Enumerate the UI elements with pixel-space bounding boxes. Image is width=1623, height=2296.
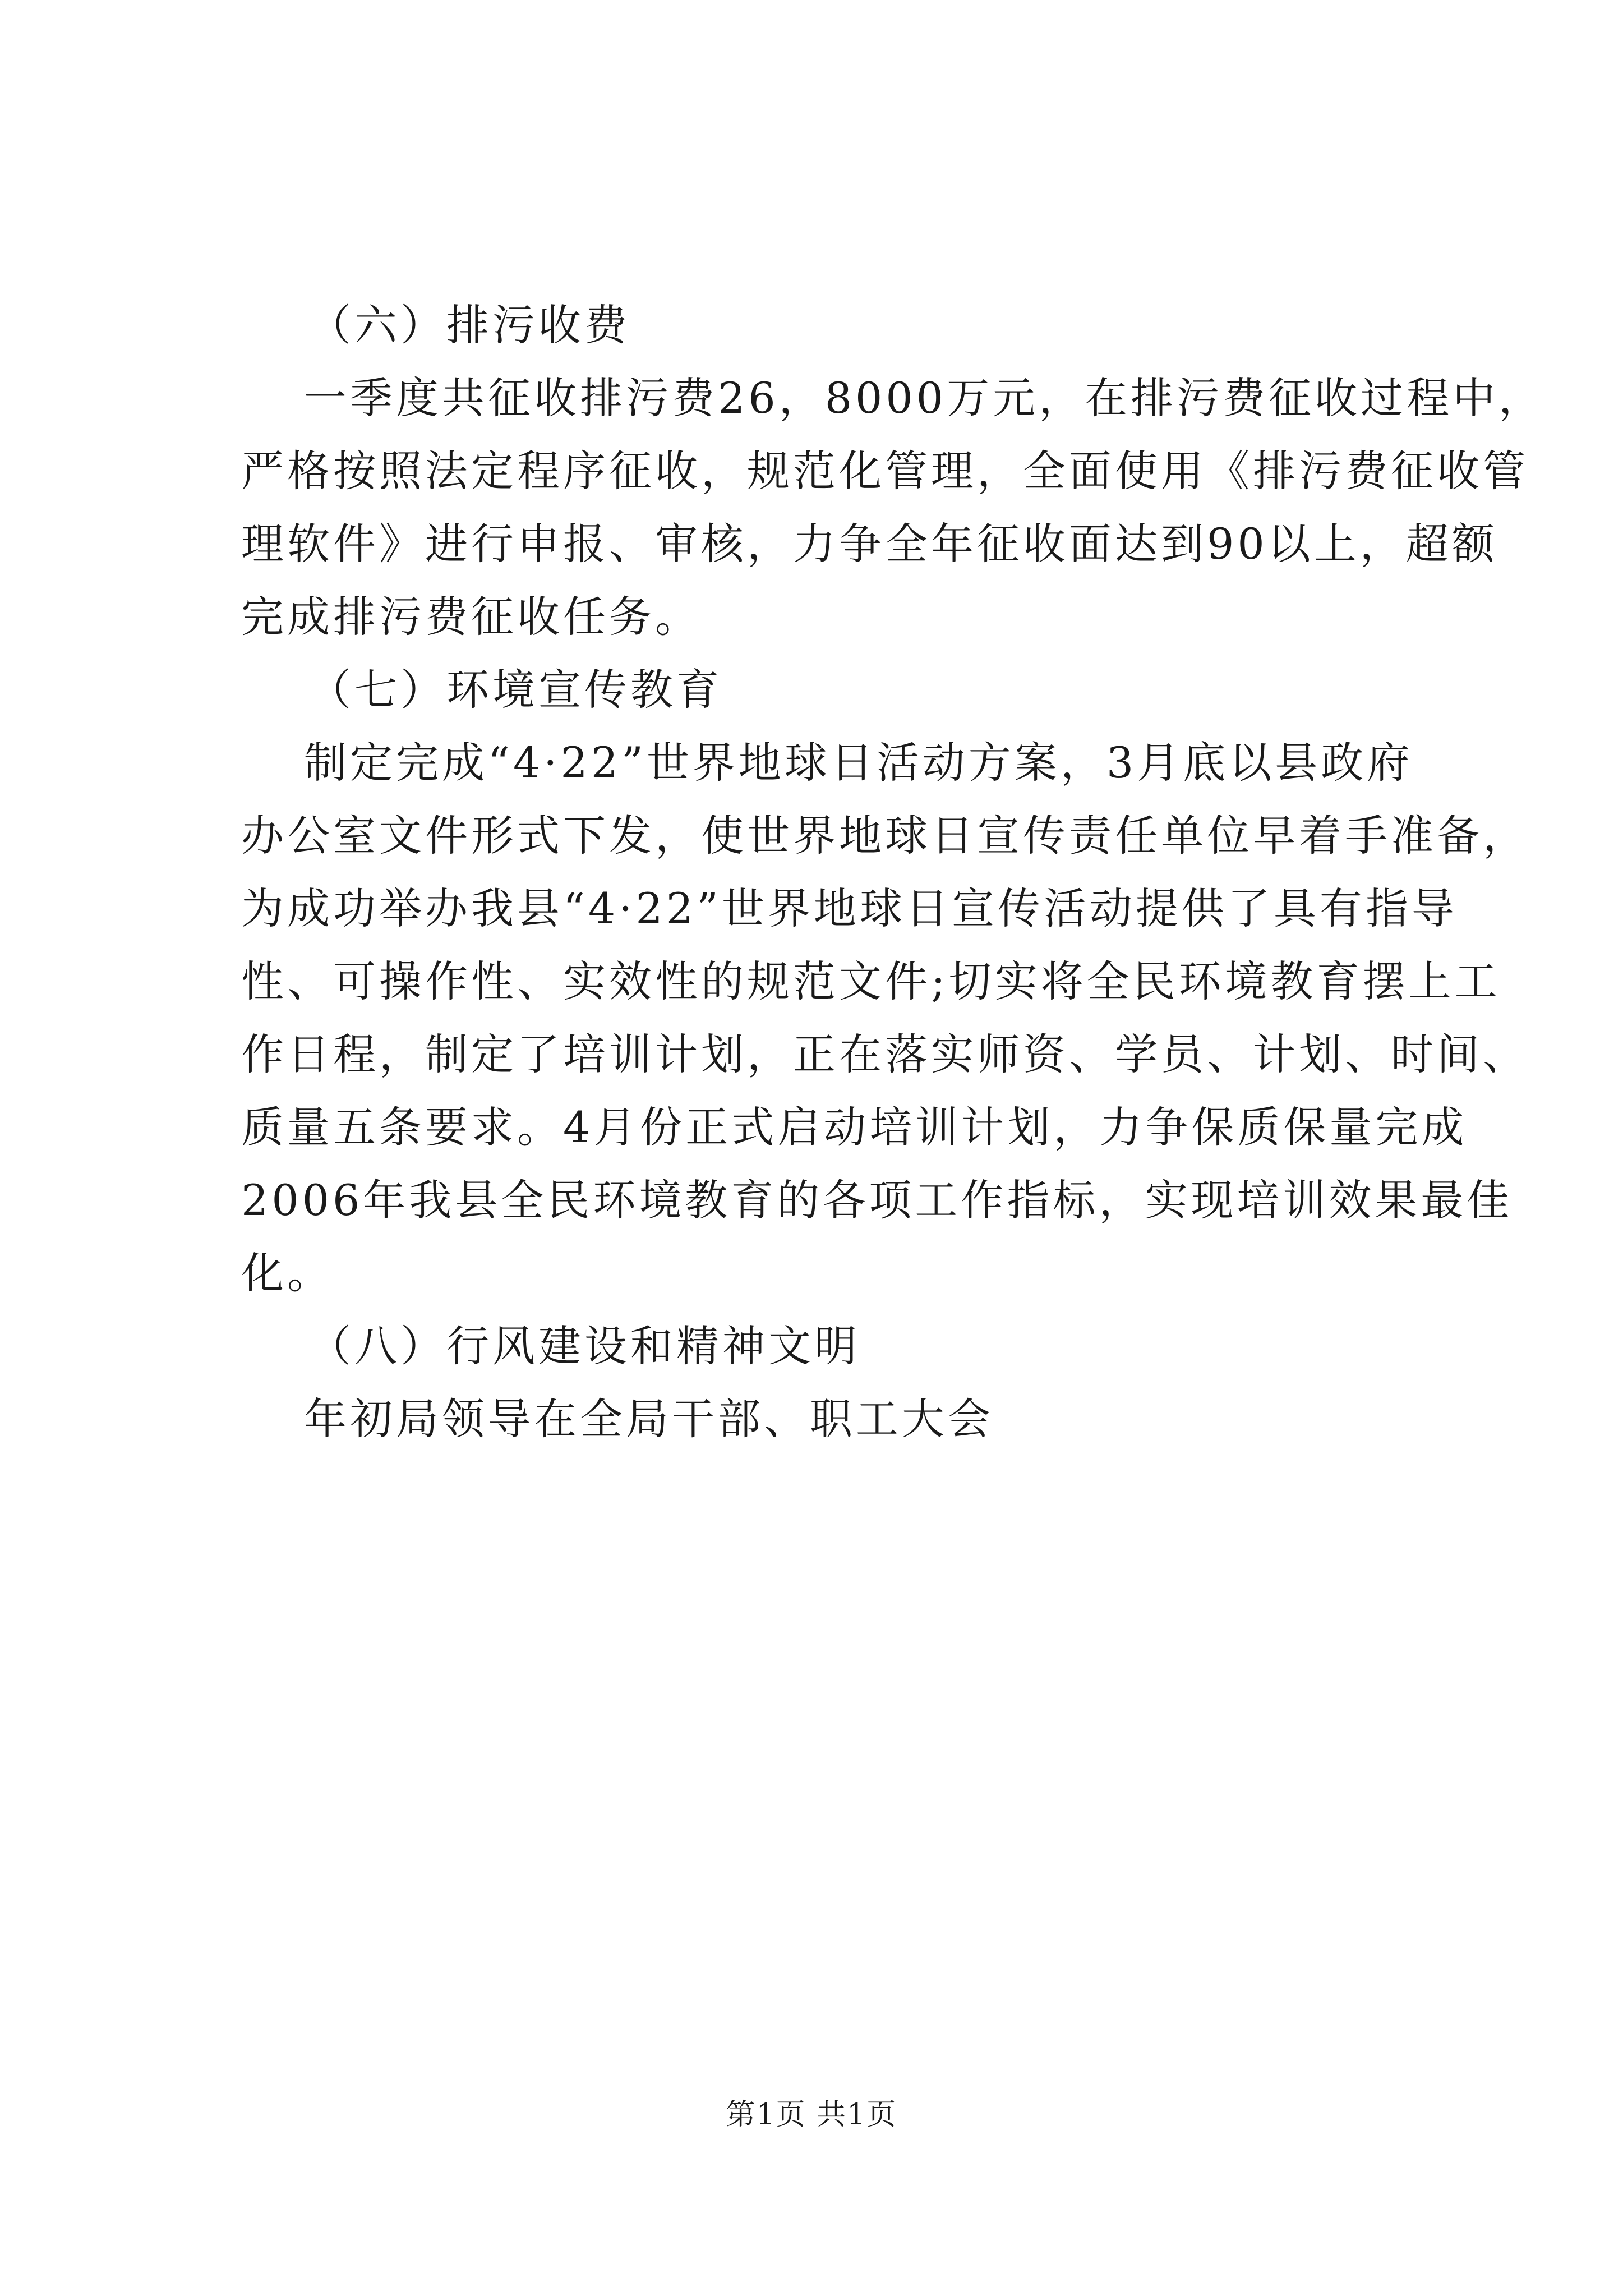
paragraph-line: 质量五条要求。4月份正式启动培训计划，力争保质保量完成 [241,1102,1468,1152]
section-heading-6: （六）排污收费 [308,300,630,350]
paragraph-line: 2006年我县全民环境教育的各项工作指标，实现培训效果最佳 [241,1175,1513,1225]
section-heading-7: （七）环境宣传教育 [308,665,722,715]
document-body [241,289,1545,1456]
paragraph-line: 严格按照法定程序征收，规范化管理，全面使用《排污费征收管 [241,446,1529,496]
section-heading-8: （八）行风建设和精神文明 [308,1321,860,1371]
paragraph-line: 性、可操作性、实效性的规范文件;切实将全民环境教育摆上工 [241,956,1501,1006]
paragraph-line: 化。 [241,1248,333,1298]
paragraph-line: 作日程，制定了培训计划，正在落实师资、学员、计划、时间、 [241,1029,1529,1079]
paragraph-line: 制定完成“4·22”世界地球日活动方案，3月底以县政府 [304,738,1413,788]
paragraph-line: 完成排污费征收任务。 [241,592,701,642]
paragraph-line: 年初局领导在全局干部、职工大会 [304,1394,994,1444]
paragraph-line: 理软件》进行申报、审核，力争全年征收面达到90以上，超额 [241,519,1498,569]
paragraph-line: 一季度共征收排污费26，8000万元，在排污费征收过程中， [304,373,1545,423]
page-number-footer: 第1页 共1页 [726,2098,897,2132]
paragraph-line: 办公室文件形式下发，使世界地球日宣传责任单位早着手准备， [241,811,1529,861]
paragraph-line: 为成功举办我县“4·22”世界地球日宣传活动提供了具有指导 [241,884,1458,933]
